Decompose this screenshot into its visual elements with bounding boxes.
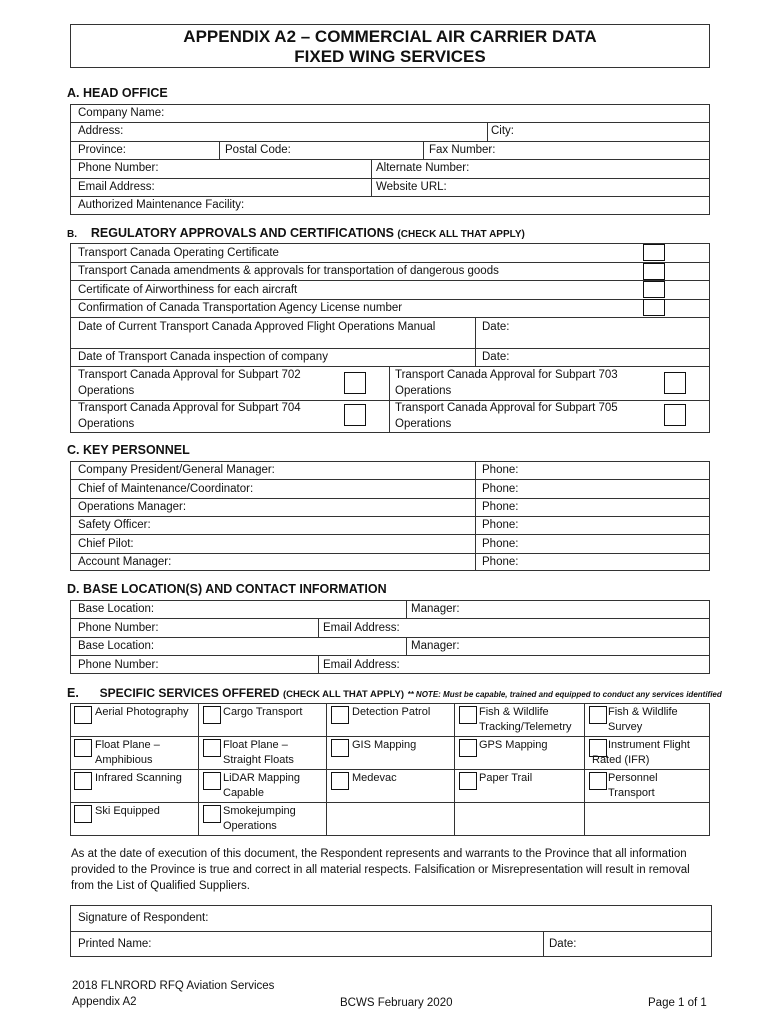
checkbox-dangerous-goods[interactable] <box>643 263 665 280</box>
personnel-role[interactable]: Chief Pilot: <box>78 538 134 550</box>
service-detection-patrol: Detection Patrol <box>352 706 431 718</box>
checkbox-subpart-705[interactable] <box>664 404 686 426</box>
personnel-phone[interactable]: Phone: <box>482 519 519 531</box>
checkbox-cargo-transport[interactable] <box>203 706 221 724</box>
section-a-heading: A. HEAD OFFICE <box>67 86 168 100</box>
footer-center: BCWS February 2020 <box>340 997 453 1009</box>
section-b-title: REGULATORY APPROVALS AND CERTIFICATIONS <box>90 226 394 240</box>
checkbox-aerial-photography[interactable] <box>74 706 92 724</box>
section-b-note: (CHECK ALL THAT APPLY) <box>397 229 525 240</box>
province-field[interactable]: Province: <box>78 144 126 156</box>
checkbox-fish-wildlife-survey[interactable] <box>589 706 607 724</box>
declaration-text: As at the date of execution of this document, the Respondent represents and warrants to the Province that all information provided to the Province is true and correct in all material respects. Falsification or Misrepresentation will result in removal from the List of Qualified Suppliers. <box>71 848 690 892</box>
service-float-plane-straight: Float Plane – Straight Floats <box>223 739 294 766</box>
service-lidar-mapping: LiDAR Mapping Capable <box>223 772 301 799</box>
title-line-2: FIXED WING SERVICES <box>294 47 486 66</box>
checkbox-personnel-transport[interactable] <box>589 772 607 790</box>
section-e-heading <box>67 686 722 700</box>
checkbox-subpart-702[interactable] <box>344 372 366 394</box>
personnel-role[interactable]: Safety Officer: <box>78 519 151 531</box>
checkbox-float-plane-straight[interactable] <box>203 739 221 757</box>
service-float-plane-amphibious: Float Plane – Amphibious <box>95 739 160 766</box>
page-number: Page 1 of 1 <box>648 997 707 1009</box>
base-phone-field[interactable]: Phone Number: <box>78 622 159 634</box>
title-line-1: APPENDIX A2 – COMMERCIAL AIR CARRIER DATA <box>183 27 597 46</box>
cert-dangerous-goods: Transport Canada amendments & approvals for transportation of dangerous goods <box>78 265 499 277</box>
checkbox-smokejumping[interactable] <box>203 805 221 823</box>
base-email-field[interactable]: Email Address: <box>323 622 400 634</box>
signature-date-field[interactable]: Date: <box>549 938 577 950</box>
website-url-field[interactable]: Website URL: <box>376 181 447 193</box>
phone-number-field[interactable]: Phone Number: <box>78 162 159 174</box>
service-fish-wildlife-survey: Fish & Wildlife Survey <box>608 706 678 733</box>
manager-field[interactable]: Manager: <box>411 640 460 652</box>
checkbox-gps-mapping[interactable] <box>459 739 477 757</box>
service-gps-mapping: GPS Mapping <box>479 739 548 751</box>
email-address-field[interactable]: Email Address: <box>78 181 155 193</box>
section-e-check-note: (CHECK ALL THAT APPLY) <box>282 689 404 700</box>
alternate-number-field[interactable]: Alternate Number: <box>376 162 470 174</box>
service-medevac: Medevac <box>352 772 397 784</box>
personnel-role[interactable]: Company President/General Manager: <box>78 464 275 476</box>
section-e-letter: E. <box>67 686 79 700</box>
personnel-phone[interactable]: Phone: <box>482 483 519 495</box>
checkbox-medevac[interactable] <box>331 772 349 790</box>
personnel-role[interactable]: Account Manager: <box>78 556 172 568</box>
checkbox-float-plane-amphibious[interactable] <box>74 739 92 757</box>
maintenance-facility-field[interactable]: Authorized Maintenance Facility: <box>78 199 245 211</box>
checkbox-operating-certificate[interactable] <box>643 244 665 261</box>
postal-code-field[interactable]: Postal Code: <box>225 144 291 156</box>
service-paper-trail: Paper Trail <box>479 772 533 784</box>
fax-number-field[interactable]: Fax Number: <box>429 144 496 156</box>
cert-operating-certificate: Transport Canada Operating Certificate <box>78 247 279 259</box>
service-fish-wildlife-tracking: Fish & Wildlife Tracking/Telemetry <box>479 706 572 733</box>
subpart-702-label: Transport Canada Approval for Subpart 702 Operations <box>78 369 301 397</box>
section-b-heading <box>67 226 525 240</box>
personnel-role[interactable]: Chief of Maintenance/Coordinator: <box>78 483 254 495</box>
base-location-field[interactable]: Base Location: <box>78 640 155 652</box>
subpart-704-label: Transport Canada Approval for Subpart 704 Operations <box>78 402 301 430</box>
inspection-label: Date of Transport Canada inspection of company <box>78 351 328 363</box>
flight-ops-manual-date[interactable]: Date: <box>482 321 510 333</box>
checkbox-lidar-mapping[interactable] <box>203 772 221 790</box>
checkbox-subpart-704[interactable] <box>344 404 366 426</box>
service-personnel-transport: Personnel Transport <box>608 772 658 799</box>
checkbox-ski-equipped[interactable] <box>74 805 92 823</box>
personnel-phone[interactable]: Phone: <box>482 501 519 513</box>
service-gis-mapping: GIS Mapping <box>352 739 417 751</box>
subpart-705-label: Transport Canada Approval for Subpart 705 Operations <box>395 402 618 430</box>
checkbox-airworthiness[interactable] <box>643 281 665 298</box>
section-c-heading: C. KEY PERSONNEL <box>67 443 190 457</box>
base-email-field[interactable]: Email Address: <box>323 659 400 671</box>
checkbox-cta-license[interactable] <box>643 299 665 316</box>
service-instrument-flight: Instrument Flight Rated (IFR) <box>592 739 690 766</box>
checkbox-infrared-scanning[interactable] <box>74 772 92 790</box>
inspection-date[interactable]: Date: <box>482 351 510 363</box>
service-infrared-scanning: Infrared Scanning <box>95 772 182 784</box>
base-phone-field[interactable]: Phone Number: <box>78 659 159 671</box>
manager-field[interactable]: Manager: <box>411 603 460 615</box>
flight-ops-manual-label: Date of Current Transport Canada Approved Flight Operations Manual <box>78 321 436 333</box>
checkbox-paper-trail[interactable] <box>459 772 477 790</box>
personnel-phone[interactable]: Phone: <box>482 464 519 476</box>
service-aerial-photography: Aerial Photography <box>95 706 189 718</box>
checkbox-gis-mapping[interactable] <box>331 739 349 757</box>
section-d-heading: D. BASE LOCATION(S) AND CONTACT INFORMATION <box>67 582 387 596</box>
section-e-capability-note: ** NOTE: Must be capable, trained and equipped to conduct any services identified <box>407 690 722 699</box>
service-cargo-transport: Cargo Transport <box>223 706 303 718</box>
checkbox-detection-patrol[interactable] <box>331 706 349 724</box>
address-field[interactable]: Address: <box>78 125 124 137</box>
base-location-field[interactable]: Base Location: <box>78 603 155 615</box>
cert-cta-license: Confirmation of Canada Transportation Agency License number <box>78 302 403 314</box>
page-title <box>70 24 710 68</box>
subpart-703-label: Transport Canada Approval for Subpart 703 Operations <box>395 369 618 397</box>
city-field[interactable]: City: <box>491 125 514 137</box>
company-name-field[interactable]: Company Name: <box>78 107 165 119</box>
checkbox-fish-wildlife-tracking[interactable] <box>459 706 477 724</box>
personnel-role[interactable]: Operations Manager: <box>78 501 187 513</box>
printed-name-field[interactable]: Printed Name: <box>78 938 152 950</box>
personnel-phone[interactable]: Phone: <box>482 556 519 568</box>
service-ski-equipped: Ski Equipped <box>95 805 160 817</box>
footer-left: 2018 FLNRORD RFQ Aviation Services Appendix A2 <box>72 980 275 1008</box>
section-e-title: SPECIFIC SERVICES OFFERED <box>99 686 280 700</box>
signature-field[interactable]: Signature of Respondent: <box>78 912 209 924</box>
personnel-phone[interactable]: Phone: <box>482 538 519 550</box>
section-b-letter: B. <box>67 229 77 240</box>
service-smokejumping: Smokejumping Operations <box>223 805 296 832</box>
checkbox-subpart-703[interactable] <box>664 372 686 394</box>
cert-airworthiness: Certificate of Airworthiness for each aircraft <box>78 284 298 296</box>
